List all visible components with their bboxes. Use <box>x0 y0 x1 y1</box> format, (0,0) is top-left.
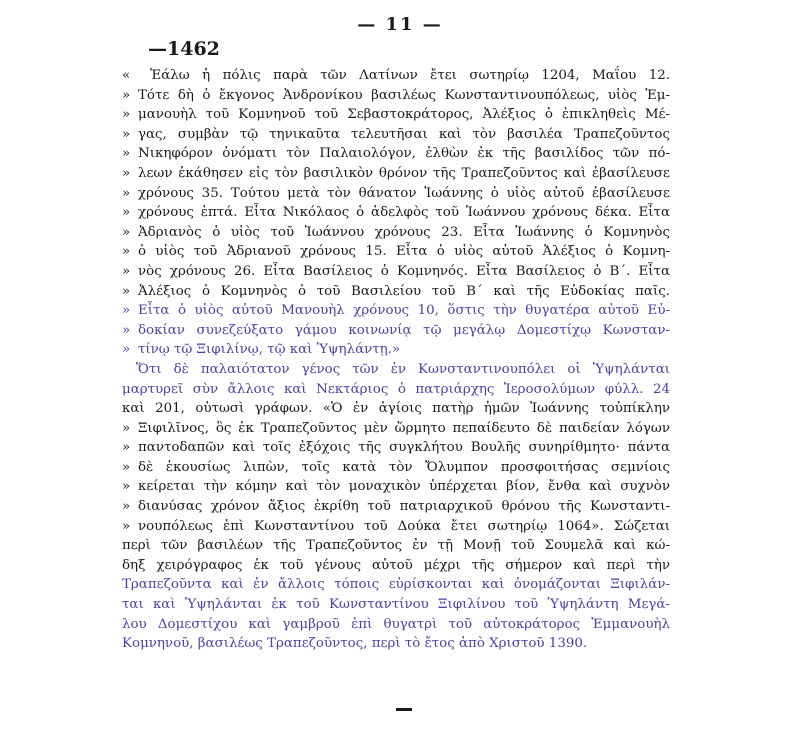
quote-mark: » <box>122 87 131 103</box>
line-text: Εἶτα ὁ υἱὸς αὐτοῦ Μανουὴλ χρόνους 10, ὅστις τὴν θυγατέρα αὐτοῦ Εὐ- <box>138 303 670 319</box>
text-line <box>122 223 670 243</box>
quote-mark: « <box>122 68 131 83</box>
text-body <box>122 66 670 654</box>
quote-mark: » <box>122 283 131 299</box>
line-text: Ἀδριανὸς ὁ υἱὸς τοῦ Ἰωάννου χρόνους 23. Εἶτα Ἰωάννης ὁ Κομνηνὸς <box>138 224 670 240</box>
line-text: παντοδαπῶν καὶ τοῖς ἐξόχοις τῆς συγκλήτου Βουλῆς συνηρίθμητο· πάντα <box>138 440 670 456</box>
quote-mark: » <box>122 146 131 162</box>
line-text: διανύσας χρόνον ἄξιος ἐκρίθη τοῦ πατριαρχικοῦ θρόνου τῆς Κωνσταντι- <box>138 499 670 515</box>
line-text: περὶ τῶν βασιλέων τῆς Τραπεζοῦντος ἐν τῇ Μονῇ τοῦ Σουμελᾶ καὶ κώ- <box>122 538 670 554</box>
text-line <box>122 164 670 184</box>
line-text: ὁ υἱὸς τοῦ Ἀδριανοῦ χρόνους 15. Εἶτα ὁ υἱὸς αὐτοῦ Ἀλέξιος ὁ Κομνη- <box>138 244 670 260</box>
text-line <box>122 556 670 576</box>
quote-mark: » <box>122 342 131 358</box>
text-line <box>122 86 670 106</box>
line-text: δηξ χειρόγραφος ἐκ τοῦ γένους αὐτοῦ μέχρι τῆς σήμερον καὶ περὶ τὴν <box>122 557 670 573</box>
text-line <box>122 184 670 204</box>
line-text: Νικηφόρον ὀνόματι τὸν Παλαιολόγον, ἐλθὼν ἐκ τῆς βασιλίδος τῶν πό- <box>138 146 670 162</box>
line-text: κείρεται τὴν κόμην καὶ τὸν μοναχικὸν ὑπέρχεται βίον, ἔνθα καὶ συχνὸν <box>138 479 670 495</box>
line-text: ται καὶ Ὑψηλάνται ἐκ τοῦ Κωνσταντίνου Ξιφιλίνου τοῦ Ὑψηλάντη Μεγά- <box>122 597 670 613</box>
quote-mark: » <box>122 165 131 181</box>
quote-mark: » <box>122 479 131 495</box>
text-line <box>122 438 670 458</box>
quote-mark: » <box>122 263 131 279</box>
line-text: τίνῳ τῷ Ξιφιλίνῳ, τῷ καὶ Ὑψηλάντῃ.» <box>138 342 401 358</box>
line-text: Ξιφιλῖνος, ὃς ἐκ Τραπεζοῦντος μὲν ὥρμητο πεπαίδευτο δὲ παιδείαν λόγων <box>138 420 670 436</box>
text-line <box>122 477 670 497</box>
quote-mark: » <box>122 518 131 534</box>
line-text: λου Δομεστίχου καὶ γαμβροῦ ἐπὶ θυγατρὶ τοῦ αὐτοκράτορος Ἐμμανουὴλ <box>122 616 670 632</box>
line-text: νουπόλεως ἐπὶ Κωνσταντίνου τοῦ Δούκα ἔτει σωτηρίῳ 1064». Σώζεται <box>138 518 670 534</box>
text-line <box>122 595 670 615</box>
quote-mark: » <box>122 440 131 456</box>
quote-mark: » <box>122 185 131 201</box>
quote-mark: » <box>122 126 131 142</box>
text-line <box>122 497 670 517</box>
line-text: δοκίαν συνεζεύξατο γάμου κοινωνίᾳ τῷ μεγάλῳ Δομεστίχῳ Κωνσταν- <box>138 322 670 338</box>
line-text: Κομνηνοῦ, βασιλέως Τραπεζοῦντος, περὶ τὸ ἔτος ἀπὸ Χριστοῦ 1390. <box>122 636 588 652</box>
line-text: μαρτυρεῖ σὺν ἄλλοις καὶ Νεκτάριος ὁ πατριάρχης Ἱεροσολύμων φύλλ. 24 <box>122 381 670 397</box>
year-marker: —1462 <box>148 38 220 60</box>
text-line <box>122 262 670 282</box>
text-line <box>122 380 670 400</box>
quote-mark: » <box>122 459 131 475</box>
text-line <box>122 203 670 223</box>
text-line <box>122 399 670 419</box>
text-line <box>122 105 670 125</box>
text-line <box>122 66 670 86</box>
text-line <box>122 321 670 341</box>
text-line <box>122 517 670 537</box>
line-text: Ἑάλω ἡ πόλις παρὰ τῶν Λατίνων ἔτει σωτηρίῳ 1204, Μαΐου 12. <box>150 68 670 83</box>
text-line <box>122 458 670 478</box>
quote-mark: » <box>122 499 131 515</box>
quote-mark: » <box>122 107 131 123</box>
text-line <box>122 144 670 164</box>
line-text: Ὅτι δὲ παλαιότατον γένος τῶν ἐν Κωνσταντινουπόλει οἱ Ὑψηλάνται <box>136 361 670 377</box>
page-number: — 11 — <box>357 14 443 35</box>
line-text: χρόνους ἑπτά. Εἶτα Νικόλαος ὁ ἀδελφὸς τοῦ Ἰωάννου χρόνους δέκα. Εἶτα <box>138 205 670 221</box>
text-line <box>122 340 670 360</box>
text-line <box>122 419 670 439</box>
footer-dash <box>396 708 412 711</box>
quote-mark: » <box>122 205 131 221</box>
text-line <box>122 615 670 635</box>
quote-mark: » <box>122 224 131 240</box>
text-line <box>122 301 670 321</box>
quote-mark: » <box>122 303 131 319</box>
text-line <box>122 634 670 654</box>
quote-mark: » <box>122 322 131 338</box>
text-line <box>122 536 670 556</box>
text-line <box>122 360 670 380</box>
quote-mark: » <box>122 420 131 436</box>
text-line <box>122 242 670 262</box>
text-line <box>122 282 670 302</box>
text-line <box>122 575 670 595</box>
line-text: Τότε δὴ ὁ ἔκγονος Ἀνδρονίκου βασιλέως Κωνσταντινουπόλεως, υἱὸς Ἐμ- <box>138 87 670 103</box>
line-text: λεων ἐκάθησεν εἰς τὸν βασιλικὸν θρόνον τῆς Τραπεζοῦντος καὶ ἐβασίλευσε <box>138 165 670 181</box>
quote-mark: » <box>122 244 131 260</box>
line-text: Τραπεζοῦντα καὶ ἐν ἄλλοις τόποις εὑρίσκονται καὶ ὀνομάζονται Ξιφιλάν- <box>122 577 670 593</box>
line-text: Ἀλέξιος ὁ Κομνηνὸς ὁ τοῦ Βασιλείου τοῦ Β΄ καὶ τῆς Εὐδοκίας παῖς. <box>138 283 670 299</box>
line-text: γας, συμβὰν τῷ τηνικαῦτα τελευτῆσαι καὶ τὸν βασιλέα Τραπεζοῦντος <box>138 126 670 142</box>
line-text: μανουὴλ τοῦ Κομνηνοῦ τοῦ Σεβαστοκράτορος, Ἀλέξιος ὁ ἐπικληθεὶς Μέ- <box>138 107 670 123</box>
line-text: νὸς χρόνους 26. Εἶτα Βασίλειος ὁ Κομνηνός. Εἶτα Βασίλειος ὁ Β΄. Εἶτα <box>138 263 670 279</box>
line-text: καὶ 201, οὑτωσὶ γράφων. «Ὁ ἐν ἁγίοις πατὴρ ἡμῶν Ἰωάννης τοὐπίκλην <box>122 401 670 417</box>
line-text: δὲ ἑκουσίως λιπὼν, τοῖς κατὰ τὸν Ὄλυμπον προσφοιτήσας σεμνίοις <box>138 459 670 475</box>
text-line <box>122 125 670 145</box>
line-text: χρόνους 35. Τούτου μετὰ τὸν θάνατον Ἰωάννης ὁ υἱὸς αὐτοῦ ἐβασίλευσε <box>138 185 670 201</box>
